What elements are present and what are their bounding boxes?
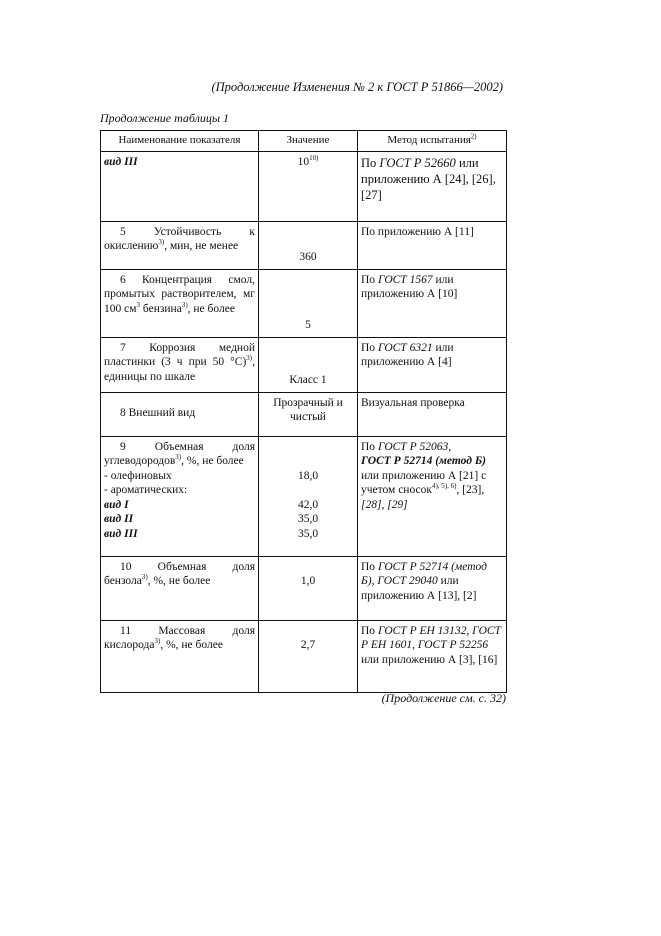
- cell-method: [358, 620, 507, 692]
- row-name-suffix: , мин, не менее: [164, 240, 239, 252]
- method-text: По приложению А [11]: [361, 225, 474, 238]
- row-value: Класс 1: [289, 374, 327, 386]
- sub-item-vid3: вид III: [104, 527, 138, 540]
- cell-method: [358, 556, 507, 620]
- value-vid2: 35,0: [297, 513, 319, 525]
- method-text: По: [361, 273, 378, 286]
- method-text: или приложению А [21] с учетом сносок: [361, 469, 487, 496]
- cell-value: [259, 620, 358, 692]
- table-header-row: [101, 131, 507, 152]
- row-name: 10 Объемная доля бензола: [104, 560, 255, 587]
- row-name-block: [104, 440, 255, 469]
- footnote-ref: 3): [175, 453, 182, 462]
- method-text: По: [361, 624, 378, 637]
- sub-item-vid2: вид II: [104, 513, 134, 525]
- table-row: [101, 269, 507, 337]
- cell-value: [259, 269, 358, 337]
- column-header-label: Значение: [286, 134, 330, 146]
- method-standard: ГОСТ 6321: [377, 341, 433, 354]
- table-row: [101, 221, 507, 269]
- method-text: или приложению А [13], [2]: [361, 575, 477, 602]
- method-standard: ГОСТ Р 52063: [377, 440, 449, 453]
- table-row: [101, 436, 507, 556]
- cell-value: [259, 436, 358, 556]
- cell-name: [101, 436, 259, 556]
- row-name: 7 Коррозия медной пластинки (3 ч при 50 °С): [104, 341, 255, 368]
- method-text: , [23],: [456, 484, 485, 496]
- row-value: 10: [297, 155, 310, 168]
- cell-name: [101, 556, 259, 620]
- sub-item-olefin: - олефиновых: [104, 469, 172, 482]
- method-reference: [28], [29]: [361, 498, 408, 511]
- cell-name: [101, 221, 259, 269]
- cell-method: [358, 221, 507, 269]
- document-header: (Продолжение Изменения № 2 к ГОСТ Р 51866—2002): [211, 80, 503, 94]
- method-text: или приложению А [24], [26], [27]: [361, 155, 496, 202]
- cell-method: [358, 436, 507, 556]
- row-value: Прозрачный и чистый: [273, 396, 343, 423]
- footnote-ref: 3): [246, 354, 253, 363]
- method-text: Визуальная проверка: [361, 396, 465, 409]
- cell-name: [101, 151, 259, 221]
- footnote-ref: 3): [158, 238, 165, 247]
- column-header-name: [101, 131, 259, 152]
- cell-value: [259, 337, 358, 392]
- row-name: 5 Устойчивость к окислению: [104, 225, 255, 252]
- method-text: По: [361, 155, 380, 170]
- footnote-ref: 2): [470, 132, 477, 141]
- row-value: 2,7: [300, 638, 316, 651]
- method-text: ,: [448, 440, 452, 453]
- row-name-suffix: , %, не более: [147, 575, 211, 587]
- footnote-ref: 4), 5), 6): [431, 482, 457, 491]
- column-header-method: [358, 131, 507, 152]
- superscript: 3: [136, 300, 141, 309]
- cell-method: [358, 337, 507, 392]
- footnote-ref: 3): [181, 300, 188, 309]
- value-vid1: 42,0: [297, 498, 319, 511]
- table-row: [101, 556, 507, 620]
- method-standard: ГОСТ Р ЕН 13132, ГОСТ Р ЕН 1601, ГОСТ Р 52256: [361, 624, 501, 651]
- footnote-ref: 3): [154, 637, 161, 646]
- method-text: По: [361, 341, 378, 354]
- cell-name: [101, 620, 259, 692]
- specification-table: [100, 130, 507, 693]
- cell-method: [358, 269, 507, 337]
- table-row: [101, 337, 507, 392]
- cell-method: [358, 392, 507, 436]
- row-value: 5: [305, 319, 311, 331]
- column-header-label: Наименование показателя: [118, 134, 241, 146]
- row-value: 1,0: [300, 574, 316, 587]
- method-text: По: [361, 560, 378, 573]
- cell-method: [358, 151, 507, 221]
- method-text: или приложению А [4]: [361, 341, 454, 368]
- table-row: [101, 151, 507, 221]
- cell-value: [259, 151, 358, 221]
- row-name: 11 Массовая доля кислорода: [104, 624, 255, 651]
- method-text: По: [361, 440, 378, 453]
- row-name-suffix: , %, не более: [160, 639, 223, 651]
- row-name-suffix: , не более: [187, 302, 235, 315]
- cell-value: [259, 221, 358, 269]
- method-standard: ГОСТ Р 52660: [379, 155, 456, 170]
- table-row: [101, 620, 507, 692]
- row-name-suffix: , %, не более: [181, 455, 244, 467]
- table-row: [101, 392, 507, 436]
- footnote-ref: 3): [141, 573, 148, 582]
- row-name: 8 Внешний вид: [120, 407, 196, 420]
- table-caption: Продолжение таблицы 1: [100, 111, 230, 125]
- column-header-label: Метод испытания: [387, 134, 471, 146]
- cell-value: [259, 556, 358, 620]
- row-name-part: бензина: [140, 302, 182, 315]
- sub-item-vid1: вид I: [104, 498, 129, 511]
- row-name: вид III: [104, 155, 138, 168]
- cell-name: [101, 269, 259, 337]
- method-text: или приложению А [3], [16]: [361, 653, 498, 666]
- method-standard: ГОСТ 1567: [377, 273, 433, 286]
- row-value: 360: [299, 251, 317, 263]
- sub-item-aromatic: - ароматических:: [104, 484, 188, 496]
- value-vid3: 35,0: [297, 527, 319, 540]
- cell-name: [101, 392, 259, 436]
- row-name-suffix: , единицы по шкале: [104, 356, 255, 383]
- column-header-value: [259, 131, 358, 152]
- cell-name: [101, 337, 259, 392]
- method-standard: ГОСТ Р 52714 (метод Б): [361, 455, 486, 467]
- row-name: 6 Концентрация смол, промытых растворителем, мг 100 см: [104, 273, 255, 315]
- footnote-ref: 10): [309, 153, 319, 162]
- continuation-note: (Продолжение см. с. 32): [381, 691, 506, 705]
- value-olefin: 18,0: [297, 469, 319, 482]
- method-text: или приложению А [10]: [361, 273, 458, 300]
- cell-value: [259, 392, 358, 436]
- row-name: 9 Объемная доля углеводородов: [104, 440, 255, 467]
- method-standard: ГОСТ Р 52714 (метод Б), ГОСТ 29040: [361, 560, 487, 587]
